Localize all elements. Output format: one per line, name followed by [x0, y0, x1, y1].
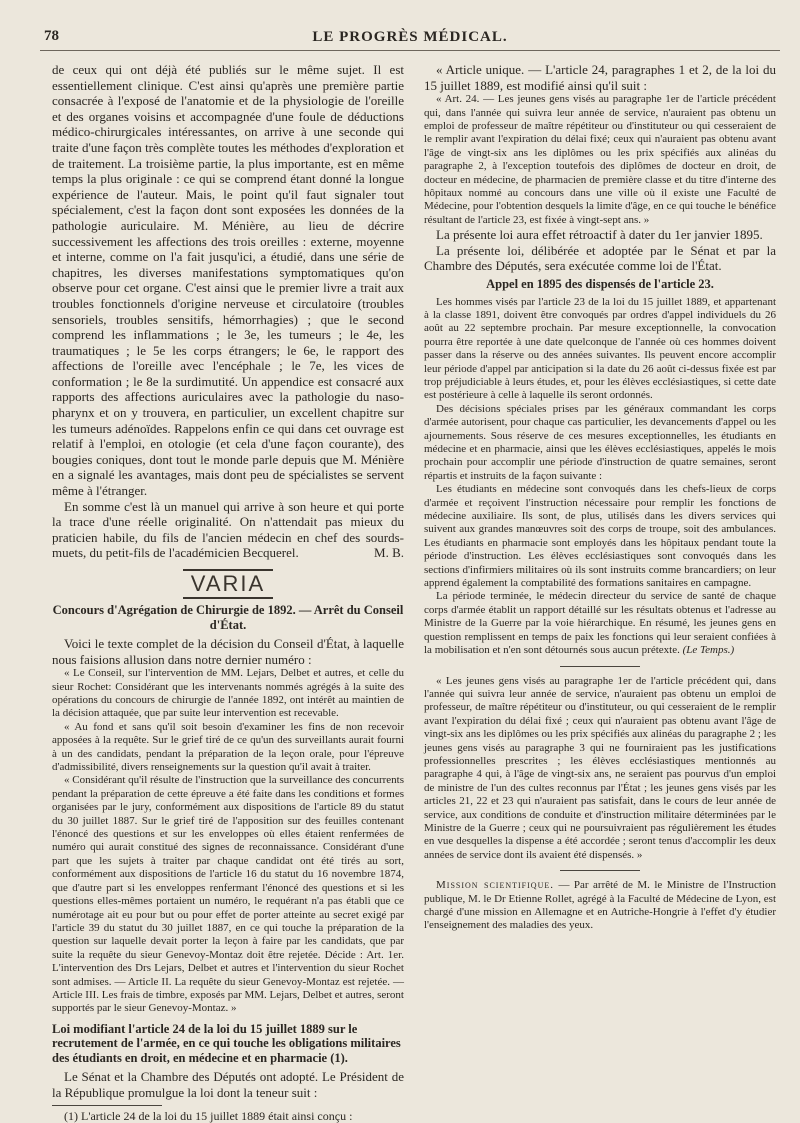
- paragraph-intro: Voici le texte complet de la décision du Conseil d'État, à laquelle nous faisions allusion dans notre dernier numéro :: [52, 636, 404, 667]
- paragraph-quote-article: « Les jeunes gens visés au paragraphe 1er de l'article précédent qui, dans l'année qui suivra leur année de service, n'auraient pas obtenu un emploi de professeur, de maître répétiteur ou d'instituteur, ou qui cesseraient de le remplir avant l'expiration du délai fixé ; ceux qui n'auraient pas obtenu avant l'âge de vingt-six ans les diplômes ou les prix spécifiés aux alinéas du paragraphe 2 ; les jeunes gens visés au paragraphe 3 qui ne fourniraient pas les justifications professionnelles prescrites ; les élèves ecclésiastiques mentionnés au paragraphe 4 qui, à l'âge de vingt-six ans, ne seraient pas pourvus d'un emploi de ministre de l'un des cultes reconnus par l'État ; les jeunes gens visés par les articles 21, 22 et 23 qui n'auraient pas satisfait, dans le cours de leur année de service, aux conditions de conduite et d'instruction militaire déterminées par le Ministre de la Guerre ; ceux qui ne poursuivraient pas régulièrement les études en vue desquelles la dispense a été accordée ; seront tenus d'accomplir les deux années de service dont ils avaient été dispensés. »: [424, 674, 776, 861]
- execution-clause: La présente loi, délibérée et adoptée par le Sénat et par la Chambre des Députés, sera exécutée comme loi de l'État.: [424, 242, 776, 274]
- paragraph-periode: [424, 590, 776, 657]
- running-title: LE PROGRÈS MÉDICAL.: [312, 29, 508, 45]
- paragraph-periode-text: La période terminée, le médecin directeur du service de santé de chaque corps d'armée établit un rapport détaillé sur les résultats obtenus et l'adresse au Ministre de la Guerre par la voie hiérarchique. En résumé, les jeunes gens en question remplissent en temps de paix les fonctions qui leur seraient confiées à la mobilisation et n'en sont détournés sous aucun prétexte.: [424, 590, 776, 657]
- review-paragraph-1: de ceux qui ont déjà été publiés sur le même sujet. Il est essentiellement clinique. C'est ainsi qu'après une première partie consacrée à l'exposé de l'anatomie et de la physiologie de l'oreille et des organes voisins et accompagnée d'une foule de déductions médico-chirurgicales intéressantes, on arrive à une seconde qui traite d'une façon très complète toutes les méthodes d'exploration et de traitement. La troisième partie, la plus importante, est en même temps la plus originale : ce qui se comprend étant donné la longue expérience de l'auteur. Mais, le point qu'il faut signaler tout spécialement, c'est la façon dont sont exposées les données de la pathologie auriculaire. M. Ménière, au lieu de décrire successivement les affections des trois oreilles : externe, moyenne et interne, comme on l'a fait jusqu'ici, a étudié, dans une série de chapitres, les diverses manifestations symptomatiques qu'on observe pour cet organe. C'est ainsi que le premier livre a trait aux troubles fonctionnels d'origine nerveuse et circulatoire (troubles sensoriels, troubles sensitifs, hémorrhagies) ; que le second comprend les inflammations ; le 3e, les tumeurs ; le 4e, les traumatiques ; le 5e les corps étrangers; le 6e, le rapport des affections de l'oreille avec l'encéphale ; le 7e, les vices de conformation ; le 8e la surdimutité. Un appendice est consacré aux rapports des affections auriculaires avec la pathologie du naso-pharynx et on y trouvera, en particulier, un excellent chapitre sur les tumeurs adénoïdes. Rappelons enfin ce qui dans cet ouvrage est relatif à l'emploi, en otologie (et cela d'une façon courante), des bougies coniques, dont tout le monde parle depuis que M. Ménière en a signalé les avantages, mais dont peu de spécialistes se servent même à l'étranger.: [52, 62, 404, 499]
- varia-heading: [52, 569, 404, 599]
- paragraph-senat: Le Sénat et la Chambre des Députés ont adopté. Le Président de la République promulgue la loi dont la teneur suit :: [52, 1069, 404, 1100]
- paragraph-etudiants: Les étudiants en médecine sont convoqués dans les chefs-lieux de corps d'armée et reçoivent l'instruction nécessaire pour remplir les fonctions de médecine auxiliaire. Ils sont, de plus, utilisés dans les divers services qui suivent aux grandes manœuvres soit des corps de troupe, soit des ambulances. Les étudiants en pharmacie sont employés dans les hôpitaux pendant toute la période d'instruction. Les élèves ecclésiastiques sont convoqués dans les sections d'infirmiers militaires où ils sont instruits comme brancardiers; on leur apprend également la comptabilité des formations sanitaires en campagne.: [424, 483, 776, 590]
- footnote: (1) L'article 24 de la loi du 15 juillet 1889 était ainsi conçu :: [64, 1109, 353, 1123]
- retroactive-clause: La présente loi aura effet rétroactif à dater du 1er janvier 1895.: [436, 227, 763, 243]
- paragraph-decisions: Des décisions spéciales prises par les généraux commandant les corps d'armée autorisent, pour chaque cas particulier, les devancements d'appel ou les ajournements. Sous réserve de ces mesures exceptionnelles, les étudiants en médecine et en pharmacie, ainsi que les élèves ecclésiastiques, appelés le mois prochain pour accomplir une période d'instruction de quatre semaines, seront répartis et instruits de la façon suivante :: [424, 402, 776, 482]
- article-unique: « Article unique. — L'article 24, paragraphes 1 et 2, de la loi du 15 juillet 1889, est modifié ainsi qu'il suit :: [424, 62, 776, 93]
- paragraph-conseil: « Le Conseil, sur l'intervention de MM. Lejars, Delbet et autres, et celle du sieur Rochet: Considérant que les intervenants nommés agrégés à la suite des opérations du concours de chirurgie de l'année 1892, ont intérêt au maintien de la décision attaquée, que par suite leur intervention est recevable.: [52, 667, 404, 720]
- paragraph-hommes-vises: Les hommes visés par l'article 23 de la loi du 15 juillet 1889, et appartenant à la classe 1891, doivent être convoqués par ordres d'appel individuels du 26 août au 22 septembre prochain. Par mesure exceptionnelle, la convocation pourra être reportée à une date quelconque de l'année où ces hommes doivent passer dans la réserve ou des années suivantes. Ils peuvent encore accomplir leur période d'appel par anticipation si la date du 26 août ci-dessus fixée est par trop préjudiciable à leurs études, et, pour les élèves ecclésiastiques, si cette date est postérieure à celle à laquelle ils seront ordonnés.: [424, 295, 776, 402]
- page-number: 78: [44, 28, 59, 44]
- left-column: [52, 62, 404, 1123]
- source-attribution: (Le Temps.): [682, 644, 735, 657]
- right-column: [424, 62, 776, 933]
- article-24-text: « Art. 24. — Les jeunes gens visés au paragraphe 1er de l'article précédent qui, dans l'année qui suivra leur année de service, n'auraient pas obtenu un emploi de professeur de maître répétiteur ou d'instituteur ou qui cesseraient de le remplir avant l'expiration du délai fixé; ceux qui n'auraient pas obtenu avant l'âge de vingt-six ans les diplômes ou les prix spécifiés aux alinéas du paragraphe 2, à l'exception toutefois des diplômes de docteur en droit, de docteur en médecine, de pharmacien de première classe et du titre d'interne des hôpitaux nommé au concours dans une ville où il existe une Faculté de Médecine, pour l'obtention desquels la limite d'âge, en ce qui touche le bénéfice résultant de l'article 23, est fixée à vingt-sept ans. »: [424, 93, 776, 226]
- footnote-divider: [52, 1105, 162, 1106]
- paragraph-considerant: « Considérant qu'il résulte de l'instruction que la surveillance des concurrents pendant la préparation de cette épreuve a été faite dans les conditions et formes organisées par le jury, conformément aux dispositions de l'article 89 du statut du 30 juillet 1887. Sur le grief tiré de l'apposition sur des feuilles contenant l'énoncé des questions et sur les enveloppes où elles étaient renfermées de numéro qui aurait constitué des signes de reconnaissance. Considérant d'une part que les sujets à traiter par chaque candidat ont été tirés au sort, conformément aux dispositions de l'article 16 du statut du 16 novembre 1874, que d'autre part si les enveloppes renfermant l'énoncé des questions et si les questions elles-mêmes portaient un numéro, le requérant n'a pas établi que ce numérotage ait eu pour but ou pour effet de porter atteinte au secret exigé par l'article 39 du statut du 30 juillet 1887, en ce qui touche la préparation de la question sur laquelle devait porter la leçon à faire par les candidats, que par suite la requête du sieur Genevoy-Montaz doit être rejetée. Décide : Art. 1er. L'intervention des Drs Lejars, Delbet et autres et l'intervention du sieur Rochet sont admises. — Article II. La requête du sieur Genevoy-Montaz est rejetée. — Article III. Les frais de timbre, exposés par MM. Lejars, Delbet et autres, seront supportés par le sieur Genevoy-Montaz. »: [52, 774, 404, 1015]
- section-heading-appel: Appel en 1895 des dispensés de l'article 23.: [486, 277, 714, 292]
- section-divider-2: [560, 870, 640, 871]
- review-paragraph-2: [52, 499, 404, 561]
- mission-text: — Par arrêté de M. le Ministre de l'Instruction publique, M. le Dr Etienne Rollet, agrégé à la Faculté de Médecine de Lyon, est chargé d'une mission en Allemagne et en Autriche-Hongrie à l'effet d'y étudier l'enseignement des maladies des yeux.: [424, 879, 777, 932]
- section-heading-loi: Loi modifiant l'article 24 de la loi du 15 juillet 1889 sur le recrutement de l'armée, en ce qui touche les obligations militaires des étudiants en droit, en médecine et en pharmacie (1).: [52, 1021, 401, 1065]
- page-header: [40, 28, 780, 51]
- varia-label: VARIA: [183, 569, 273, 599]
- mission-label: Mission scientifique.: [436, 879, 554, 892]
- paragraph-au-fond: « Au fond et sans qu'il soit besoin d'examiner les fins de non recevoir apposées à la requête. Sur le grief tiré de ce qu'un des surveillants aurait fourni à un des candidats, pendant la préparation de la leçon orale, pour l'épreuve d'admissibilité, divers renseignements sur la question qu'il avait à traiter.: [52, 720, 404, 774]
- section-divider: [560, 666, 640, 667]
- mission-paragraph: [424, 879, 776, 933]
- review-paragraph-2-text: En somme c'est là un manuel qui arrive à son heure et qui porte la trace d'une réelle originalité. On n'attendait pas mieux du praticien habile, du fils de l'ancien médecin en chef des sourds-muets, du petit-fils de l'académicien Becquerel.: [52, 498, 404, 561]
- section-heading-concours: Concours d'Agrégation de Chirurgie de 1892. — Arrêt du Conseil d'État.: [52, 603, 404, 632]
- review-signature: M. B.: [374, 545, 404, 561]
